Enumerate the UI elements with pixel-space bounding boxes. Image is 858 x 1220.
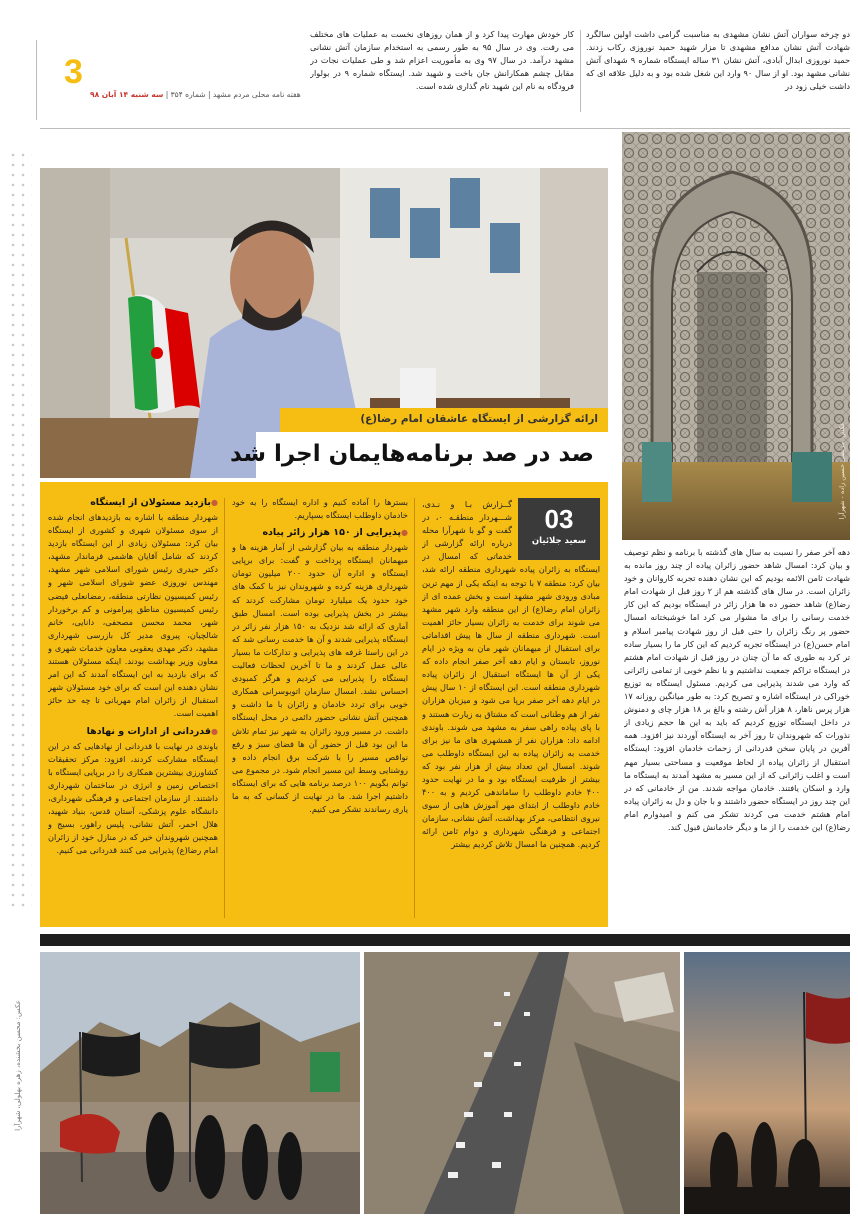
column-rule [224, 498, 225, 918]
col-2-body: شهردار منطقه به بیان گزارشی از آمار هزینه ها و میهمانان ایستگاه پرداخت و گفت: برای برپایی ایستگاه و اداره آن حدود ۲۰۰ میلیون تومان شهرداری هزینه کرده و شهروندان نیز با کمک های خود حدود یک میلیارد تومان مشارکت کردند که بیشتر در بخش پذیرایی بوده است. امسال طبق آماری که ارائه شد نزدیک به ۱۵۰ هزار نفر زائر در ایستگاه پذیرایی شدند و آن ها خدمت رسانی شد که در این راستا غرفه های پذیرایی و تدارکات ما بسیار عالی عمل کردند و ما تا آخرین لحظات فعالیت ایستگاه را پذیرایی می کردیم و هرگز کمبودی احساس نشد. امسال سازمان اتوبوسرانی همکاری خوبی برای تردد خادمان و زائران با ما داشت و همچنین آتش نشانی حضور دائمی در محل ایستگاه داشت. در مسیر ورود زائران به شهر نیز تمام تلاش ما این بود قبل از حضور آن ها فضای سبز و رفع نواقص مسیر را با شرکت برق انجام داده و روشنایی وسط این مسیر انجام شود. در مجموع می توانم بگویم ۱۰۰ درصد برنامه هایی که برای ایستگاه داشتیم اجرا شد. ما در نهایت از کسانی که به ما یاری رساندند تشکر می کنیم. [232, 542, 408, 815]
issue-number: شماره ۳۵۴ [170, 90, 206, 99]
article-headline: صد در صد برنامه‌هایمان اجرا شد [230, 441, 594, 467]
margin-rule [36, 40, 37, 120]
separator: | [205, 90, 211, 99]
shrine-wall-photo [622, 132, 850, 540]
margin-dots [8, 150, 32, 910]
photo-sunset-silhouette [684, 952, 850, 1214]
side-story-text: دهه آخر صفر را نسبت به سال های گذشته با برنامه و نظم توصیف و بیان کرد: امسال شاهد حضور زائران پیاده از چند روز مانده به شهادت ثامن الائمه بودیم که این نشان دهنده تجربه کاروانان و خود زائران است. در سال های گذشته هم از ۲ روز قبل از شهادت امام رضا(ع) شاهد حضور ده ها هزار زائر در ایستگاه بودیم که این کار خدمت رسانی را برای ما مشوار می کرد اما خوشبختانه امسال حضور پر رنگ زائران را حتی قبل از روز شهادت پیامبر اسلام و امام حسن(ع) در ایستگاه تجربه کردیم که این کار ما را بسیار ساده تر کرد به طوری که ما آن چنان در روز قبل از شهادت امام هشتم در ایستگاه تراکم جمعیت نداشتیم و با نظم خوبی از تمامی زائرانی که وارد می شدند پذیرایی می کردیم. مسئول ایستگاه به توزیع خوراکی در ایستگاه اشاره و تصریح کرد: به طور میانگین روزانه ۱۷ هزار پرس ناهار، ۸ هزار آش رشته و بالغ بر ۱۸ هزار چای و دمنوش در داخل ایستگاه توزیع کردیم که باید به این ها حجم زیادی از نذورات که شهروندان تا روز آخر به ایستگاه آوردند نیز افزود. همه آفرین در پایان سخن قدردانی از زحمات خادمان افزود: ایستگاه استقبال از زائران پیاده از لحاظ موقعیت و مساحتی بسیار مهم است و اغلب زائرانی که از این مسیر به مشهد آمدند به ایستگاه ما وارد و اسکان یافتند. خادمان مواجه شدند. من از خادمانی که در این چند روز در ایستگاه حضور داشتند و با جان و دل به زائران پیاده امام هشتم خدمت می کردند تشکر می کنم و امیدوارم امام رضا(ع) این خدمت را از ما و دیگر خادمانش قبول کند. [624, 547, 850, 832]
photo-credit: عکس: مرتضی حسین زاده - شهرآرا [838, 422, 846, 520]
subhead-officials-visit: ● بازدید مسئولان از ایستگاه [48, 496, 218, 510]
author-number: 03 [544, 504, 574, 534]
col-2-intro: بسترها را آماده کنیم و اداره ایستگاه را به خود خادمان داوطلب ایستگاه بسپاریم. [232, 497, 408, 521]
column-rule [580, 30, 581, 112]
kicker-bar [280, 408, 608, 432]
subhead-appreciation: ● قدردانی از ادارات و نهادها [48, 725, 218, 739]
author-box-spacer [512, 498, 600, 562]
bottom-photo-credit: عکس: محسن بخشنده، زهره بهلولی، شهرآرا [14, 1000, 22, 1131]
masthead [60, 52, 300, 112]
col-3-part-2: باوندی در نهایت با قدردانی از نهادهایی که در این ایستگاه مشارکت کردند، افزود: مرکز تحقیقات کشاورزی بیشترین همکاری را در برپایی ایستگاه با اختصاص زمین و انرژی در ساختمان شهرداری داشتند. از سازمان اجتماعی و فرهنگی شهرداری، دانشگاه علوم پزشکی، آستان قدس، بنیاد شهید، هلال احمر، آتش نشانی، پلیس راهور، بسیج و همچنین شهروندان خیر که در منازل خود از زائران امام رضا(ع) پذیرایی می کنند قدردانی می کنیم. [48, 740, 218, 856]
photo-pilgrim-road [364, 952, 680, 1214]
col-3-part-1: شهردار منطقه با اشاره به بازدیدهای انجام شده از سوی مسئولان شهری و کشوری از ایستگاه بیان کرد: مسئولان زیادی از این ایستگاه بازدید کردند که شامل آقایان هاشمی فرماندار مشهد، دکتر حیدری رئیس شورای اسلامی شهر مشهد، مهندس نوروزی عضو شورای اسلامی شهر و رئیس کمیسیون نظارتی منطقه، رمضانعلی فیضی رئیس کمیسیون مناطق پیرامونی و کم برخوردار شهر، محمد محسن مصحفی، دانایی، خانم شالچیان، پیروی مدیر کل بازرسی شهرداری مشهد، دکتر مهدی یعقوبی معاون خدمات شهری و معاون وزیر بهداشت بودند. اینکه مسئولان هستند که برای بازدید به این ایستگاه آمدند که این امر نشان دهنده این است که برای خود مسئولان شهر استقبال از زائران امام مهربانی تا چه حد حائز اهمیت است. [48, 512, 218, 719]
issue-date: سه شنبه ۱۴ آبان ۹۸ [90, 90, 164, 99]
column-rule [414, 498, 415, 918]
page-number: 3 [64, 53, 83, 91]
issue-line [90, 90, 301, 99]
article-col-3 [48, 496, 218, 920]
headline-box [230, 432, 608, 482]
article-body [40, 482, 608, 927]
top-column-right: دو چرخه سواران آتش نشان مشهدی به مناسبت گرامی داشت اولین سالگرد شهادت آتش نشان مدافع مشهدی تا مزار شهید حمید نوروزی رکاب زدند. حمید نوروزی ابدال آبادی، آتش نشان ۳۱ ساله ایستگاه شماره ۹ شهدای آتش نشانی مشهد بود. او از سال ۹۰ وارد این شغل شده بود و به دلیل علاقه ای که داشت خیلی زود در [586, 29, 850, 92]
article-kicker: ارائه گزارشی از ایستگاه عاشقان امام رضا(ع) [360, 413, 598, 425]
top-rule [40, 128, 850, 129]
photo-mourners [40, 952, 360, 1214]
top-column-left: کار خودش مهارت پیدا کرد و از همان روزهای نخست به عملیات های مختلف می رفت. وی در سال ۹۵ به طور رسمی به استخدام سازمان آتش نشانی مشهد درآمد. در سال ۹۷ وی به مأموریت اعزام شد و طی عملیات نجات در مقابل چشم همکارانش جان باخت و شهید شد. ایستگاه شماره ۹ در بولوار فرودگاه به نام این شهید نام گذاری شده است. [310, 29, 574, 92]
author-name: سعید جلائیان [531, 536, 587, 546]
subhead-pilgrims: ● پذیرایی از ۱۵۰ هزار زائر پیاده [232, 526, 408, 540]
publication-name: هفته نامه محلی مردم مشهد [212, 90, 301, 99]
bottom-photo-bar [40, 934, 850, 946]
article-col-2 [232, 496, 408, 918]
separator: | [163, 90, 169, 99]
article-col-1: گــزارش بـا و نـدی، شـــهردار منطقـه ۰، در گفت و گو با شهرآرا محله درباره ارائه گزارشی از خدماتی که امسال در ایستگاه به زائران پیاده شهرداری منطقه ارائه شد، بیان کرد: منطقه ۷ با توجه به اینکه یکی از مهم ترین مبادی ورودی شهر مشهد است و بخش عمده ای از زائران امام رضا(ع) از این منطقه وارد شهر مشهد می شوند برای خدمت به زائران بسیار حائز اهمیت است. شهرداری منطقه از سال ها پیش اقداماتی برای استقبال از میهمانان شهر مان به ویژه در ایام نوروز، تابستان و ایام دهه آخر صفر انجام داده که یکی از آن ها ایستگاه استقبال از زائران پیاده شهرداری منطقه است. این ایستگاه از ۱۰ سال پیش در ایام دهه آخر صفر برپا می شود و میزبان هزاران نفر از هم وطنانی است که مشتاق به زیارت هستند و با پای پیاده راهی سفر به مشهد می شوند. باوندی ادامه داد: هزاران نفر از همشهری های ما نیز برای خدمت به زائران پیاده به این ایستگاه داوطلب می شوند. امسال این تعداد بیش از هزار نفر بود که بیشتر از ظرفیت ایستگاه بود و ما در نهایت حدود ۴۰۰ خادم داوطلب را ساماندهی کردیم و به ۴۰۰ خادم داوطلب از ابتدای مهر آموزش هایی از سوی نیروی انتظامی، مرکز بهداشت، آتش نشانی، سازمان اجتماعی و فرهنگی شهرداری و دوام ثامن ارائه کردیم. همچنین ما امسال تلاش کردیم بیشتر [422, 499, 600, 850]
